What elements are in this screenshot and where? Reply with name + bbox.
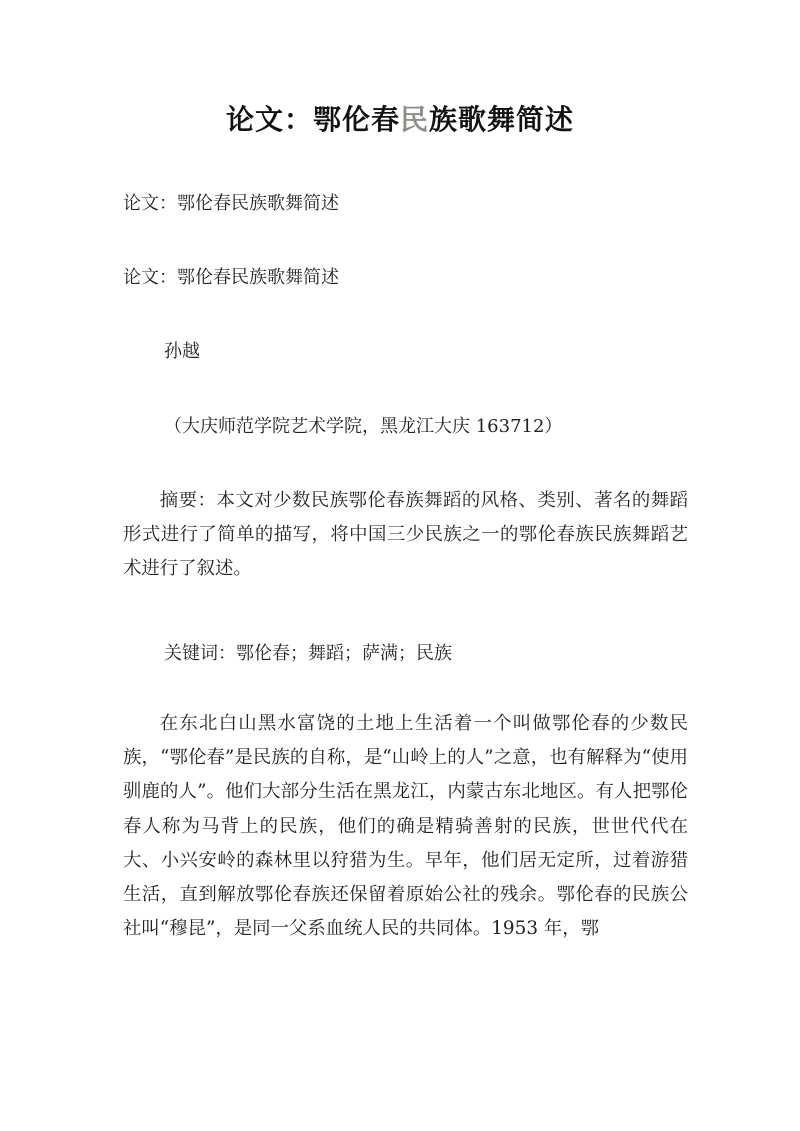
abstract-paragraph: 摘要：本文对少数民族鄂伦春族舞蹈的风格、类别、著名的舞蹈形式进行了简单的描写，将中国三少民族之一的鄂伦春族民族舞蹈艺术进行了叙述。	[123, 490, 688, 580]
body-paragraph: 在东北白山黑水富饶的土地上生活着一个叫做鄂伦春的少数民族，“鄂伦春”是民族的自称，是“山岭上的人”之意，也有解释为“使用驯鹿的人”。他们大部分生活在黑龙江，内蒙古东北地区。有人把鄂伦春人称为马背上的民族，他们的确是精骑善射的民族，世世代代在大、小兴安岭的森林里以狩猎为生。早年，他们居无定所，过着游猎生活，直到解放鄂伦春族还保留着原始公社的残余。鄂伦春的民族公社叫“穆昆”，是同一父系血统人民的共同体。1953 年，鄂	[123, 713, 688, 940]
subtitle-line-2: 论文：鄂伦春民族歌舞简述	[123, 267, 339, 288]
title-text-end: 族歌舞简述	[429, 103, 575, 136]
subtitle-line-1: 论文：鄂伦春民族歌舞简述	[123, 193, 339, 214]
title-text-start: 论文：鄂伦春	[225, 103, 400, 136]
title-watermark-character: 民	[399, 103, 429, 136]
author-name: 孙越	[164, 341, 200, 362]
keywords-line: 关键词：鄂伦春；舞蹈；萨满；民族	[164, 643, 452, 664]
document-title	[0, 98, 800, 138]
author-affiliation: （大庆师范学院艺术学院，黑龙江大庆 163712）	[164, 416, 563, 437]
